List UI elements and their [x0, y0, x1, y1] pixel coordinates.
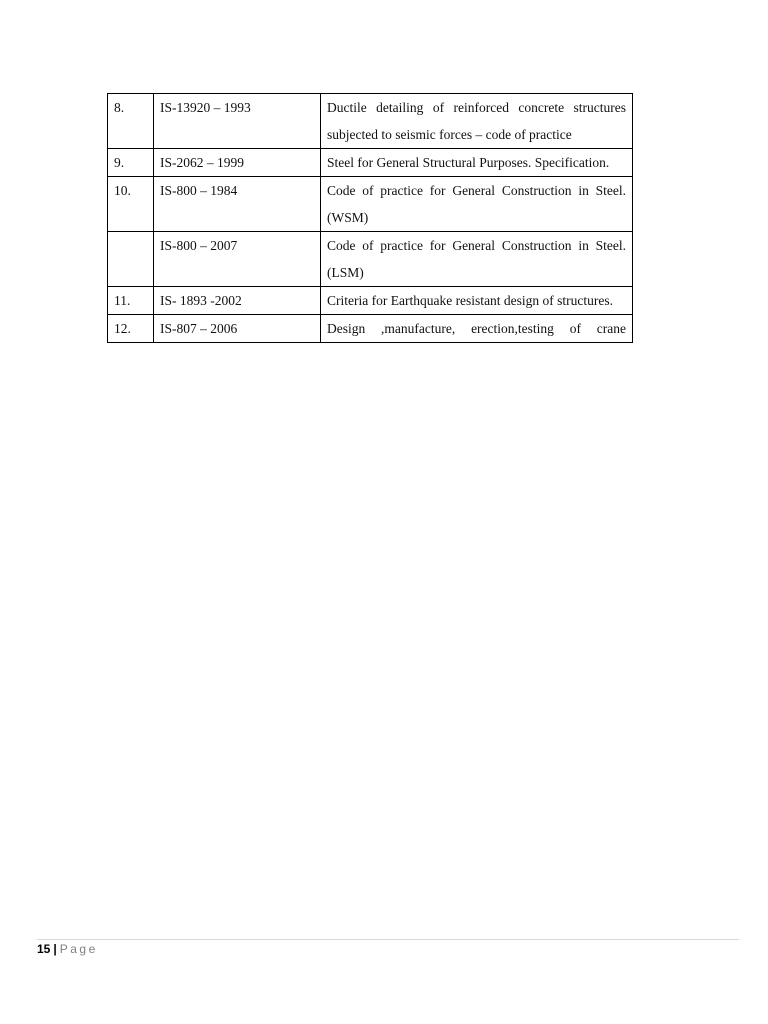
standard-code: IS-2062 – 1999	[154, 149, 321, 177]
table-row	[108, 177, 633, 232]
standard-code: IS-13920 – 1993	[154, 94, 321, 149]
page-label: Page	[59, 942, 98, 956]
page-footer	[37, 941, 98, 957]
table-row	[108, 94, 633, 149]
row-number: 12.	[108, 315, 154, 343]
standard-description: Steel for General Structural Purposes. Specification.	[321, 149, 633, 177]
row-number: 9.	[108, 149, 154, 177]
row-number: 11.	[108, 287, 154, 315]
table-row	[108, 149, 633, 177]
standard-description: Criteria for Earthquake resistant design of structures.	[321, 287, 633, 315]
row-number	[108, 232, 154, 287]
standard-description: Code of practice for General Construction in Steel.(LSM)	[321, 232, 633, 287]
row-number: 10.	[108, 177, 154, 232]
row-number: 8.	[108, 94, 154, 149]
standard-code: IS-800 – 1984	[154, 177, 321, 232]
standard-code: IS-800 – 2007	[154, 232, 321, 287]
standard-description: Code of practice for General Construction in Steel.(WSM)	[321, 177, 633, 232]
standard-description: Ductile detailing of reinforced concrete structures subjected to seismic forces – code of practice	[321, 94, 633, 149]
standard-code: IS-807 – 2006	[154, 315, 321, 343]
table-row	[108, 315, 633, 343]
footer-separator: |	[53, 942, 57, 956]
standard-code: IS- 1893 -2002	[154, 287, 321, 315]
standards-table	[107, 93, 633, 343]
footer-divider	[37, 939, 739, 940]
standard-description: Design ,manufacture, erection,testing of crane	[321, 315, 633, 343]
table-row	[108, 232, 633, 287]
table-row	[108, 287, 633, 315]
page-number: 15	[37, 942, 51, 956]
